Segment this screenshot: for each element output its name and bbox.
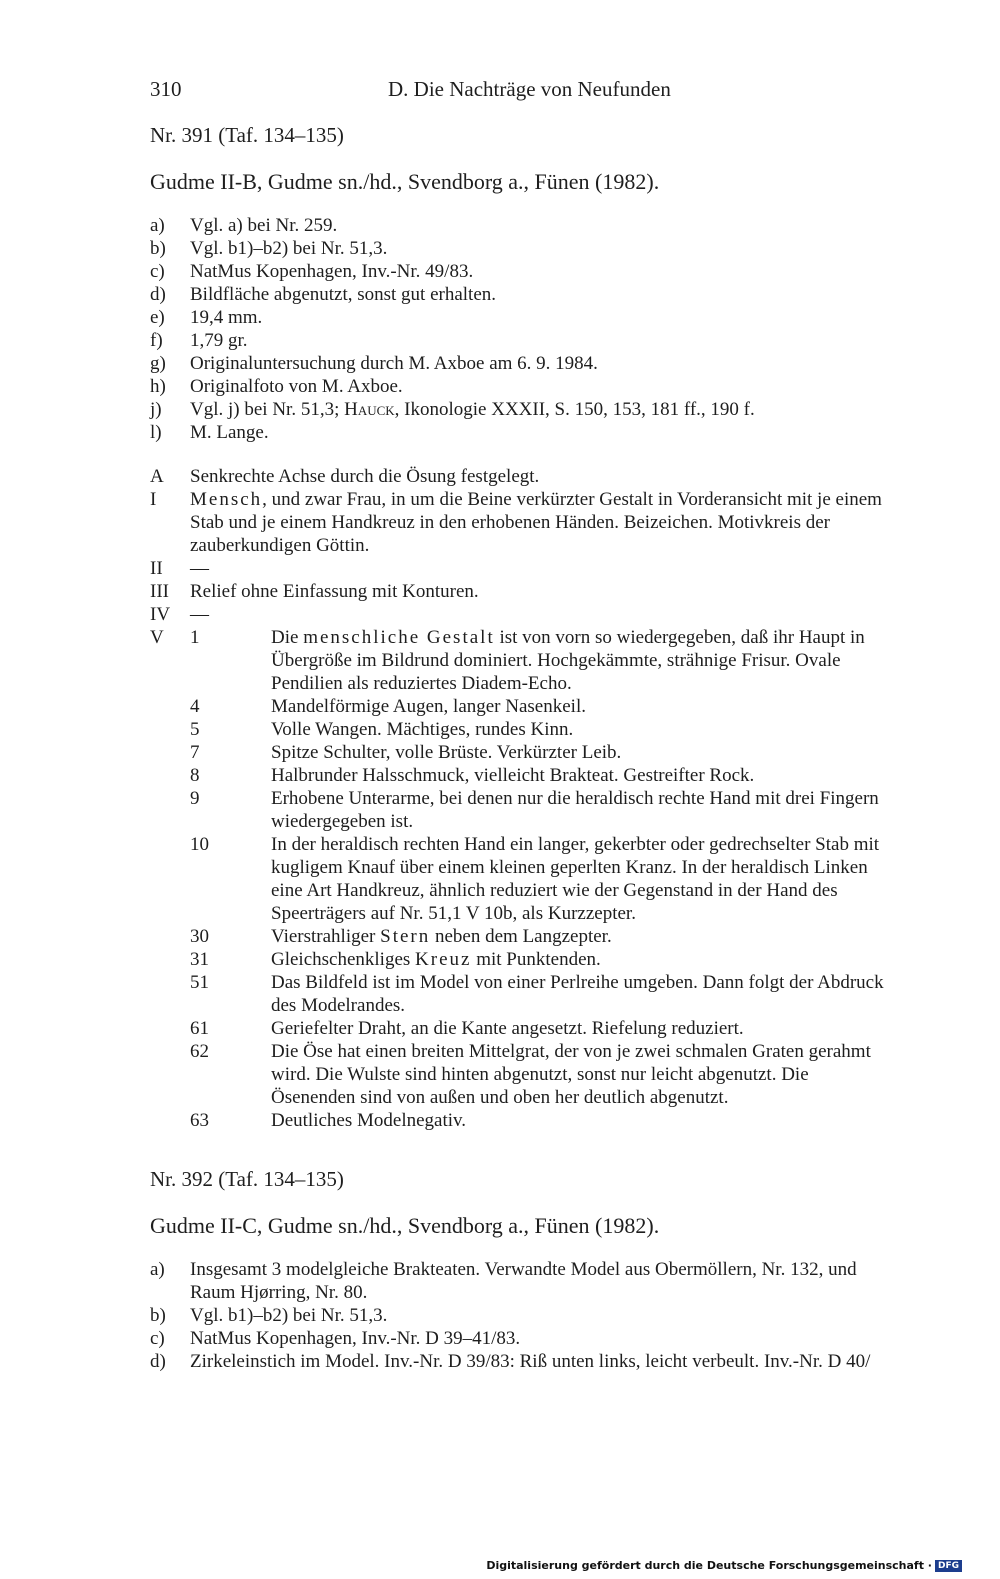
item-key: d) — [150, 284, 166, 305]
spaced-term: Mensch — [190, 489, 263, 510]
item-text — [190, 398, 912, 421]
v-item-number: 10 — [190, 834, 209, 855]
item-text: Originaluntersuchung durch M. Axboe am 6. 9. 1984. — [190, 353, 598, 374]
section-text: zauberkundigen Göttin. — [190, 535, 370, 556]
item-text: Originalfoto von M. Axboe. — [190, 376, 403, 397]
footer-text: Digitalisierung gefördert durch die Deutsche Forschungsgemeinschaft · — [486, 1559, 932, 1572]
item-key: j) — [150, 399, 162, 420]
text-part: Die — [271, 627, 304, 648]
item-text: M. Lange. — [190, 422, 269, 443]
v-item-number: 61 — [190, 1018, 209, 1039]
item-key: a) — [150, 215, 165, 236]
spaced-term: menschliche Gestalt — [303, 627, 495, 648]
item-text: NatMus Kopenhagen, Inv.-Nr. 49/83. — [190, 261, 474, 282]
v-item-text — [271, 948, 913, 971]
v-item-text: wird. Die Wulste sind hinten abgenutzt, sonst nur leicht abgenutzt. Die — [271, 1064, 809, 1085]
v-item-text: eine Art Handkreuz, ähnlich reduziert wie der Gegenstand in der Hand des — [271, 880, 838, 901]
section-key: A — [150, 466, 164, 487]
item-key: b) — [150, 1305, 166, 1326]
v-item-text: Speerträgers auf Nr. 51,1 V 10b, als Kurzzepter. — [271, 903, 636, 924]
section-text — [190, 488, 912, 511]
item-key: f) — [150, 330, 163, 351]
v-item-number: 8 — [190, 765, 200, 786]
v-item-text: kugligem Knauf über einem kleinen geperlten Kranz. In der heraldisch Linken — [271, 857, 868, 878]
v-item-number: 30 — [190, 926, 209, 947]
v-item-text: Ösenenden sind von außen und oben her deutlich abgenutzt. — [271, 1087, 729, 1108]
section-key: I — [150, 489, 157, 510]
item-key: c) — [150, 1328, 165, 1349]
text-part: neben dem Langzepter. — [430, 926, 612, 947]
v-item-number: 9 — [190, 788, 200, 809]
v-item-text: Die Öse hat einen breiten Mittelgrat, der von je zwei schmalen Graten gerahmt — [271, 1041, 871, 1062]
page-number: 310 — [150, 77, 182, 101]
v-item-text: des Modelrandes. — [271, 995, 406, 1016]
v-item-text: Deutliches Modelnegativ. — [271, 1110, 467, 1131]
v-item-text — [271, 626, 913, 649]
v-item-number: 31 — [190, 949, 209, 970]
v-item-text: Das Bildfeld ist im Model von einer Perlreihe umgeben. Dann folgt der Abdruck — [271, 972, 884, 993]
section-key: II — [150, 558, 163, 579]
running-title: D. Die Nachträge von Neufunden — [388, 77, 671, 101]
section-text: Stab und je einem Handkreuz in den erhobenen Händen. Beizeichen. Motivkreis der — [190, 512, 830, 533]
item-key: e) — [150, 307, 165, 328]
item-text: Bildfläche abgenutzt, sonst gut erhalten. — [190, 284, 497, 305]
item-key: c) — [150, 261, 165, 282]
item-text: Vgl. a) bei Nr. 259. — [190, 215, 338, 236]
section-key: III — [150, 581, 169, 602]
item-key: l) — [150, 422, 162, 443]
item-text: Insgesamt 3 modelgleiche Brakteaten. Verwandte Model aus Obermöllern, Nr. 132, und — [190, 1259, 857, 1280]
entry-391-number: Nr. 391 (Taf. 134–135) — [150, 123, 344, 147]
section-text: — — [190, 558, 209, 579]
v-item-text: Pendilien als reduziertes Diadem-Echo. — [271, 673, 572, 694]
item-text-part: Vgl. j) bei Nr. 51,3; — [190, 399, 345, 420]
item-key: b) — [150, 238, 166, 259]
item-text: Zirkeleinstich im Model. Inv.-Nr. D 39/83: Riß unten links, leicht verbeult. Inv.-Nr. D 40/ — [190, 1351, 871, 1372]
item-text: NatMus Kopenhagen, Inv.-Nr. D 39–41/83. — [190, 1328, 521, 1349]
text-part: mit Punktenden. — [471, 949, 601, 970]
v-item-number: 4 — [190, 696, 200, 717]
author-name: Hauck — [344, 399, 395, 420]
dfg-logo: DFG — [935, 1560, 962, 1572]
v-item-number: 62 — [190, 1041, 209, 1062]
section-text: Senkrechte Achse durch die Ösung festgelegt. — [190, 466, 540, 487]
section-key: IV — [150, 604, 171, 625]
item-text: 19,4 mm. — [190, 307, 263, 328]
v-item-text: Halbrunder Halsschmuck, vielleicht Brakteat. Gestreifter Rock. — [271, 765, 755, 786]
section-text: — — [190, 604, 209, 625]
text-part: Gleichschenkliges — [271, 949, 416, 970]
v-item-number: 5 — [190, 719, 200, 740]
v-item-text: Geriefelter Draht, an die Kante angesetzt. Riefelung reduziert. — [271, 1018, 744, 1039]
v-item-text — [271, 925, 913, 948]
section-text: Relief ohne Einfassung mit Konturen. — [190, 581, 479, 602]
spaced-term: Stern — [380, 926, 431, 947]
item-key: g) — [150, 353, 166, 374]
item-text: 1,79 gr. — [190, 330, 248, 351]
entry-392-title: Gudme II-C, Gudme sn./hd., Svendborg a., Fünen (1982). — [150, 1213, 660, 1238]
text-part: , und zwar Frau, in um die Beine verkürzter Gestalt in Vorderansicht mit je einem — [262, 489, 882, 510]
entry-392-number: Nr. 392 (Taf. 134–135) — [150, 1167, 344, 1191]
section-key: V — [150, 627, 164, 648]
digitization-footer — [486, 1559, 962, 1572]
v-item-text: Spitze Schulter, volle Brüste. Verkürzter Leib. — [271, 742, 622, 763]
spaced-term: Kreuz — [415, 949, 472, 970]
v-item-text: In der heraldisch rechten Hand ein langer, gekerbter oder gedrechselter Stab mit — [271, 834, 880, 855]
v-item-number: 51 — [190, 972, 209, 993]
v-item-text: Übergröße im Bildrund dominiert. Hochgekämmte, strähnige Frisur. Ovale — [271, 650, 841, 671]
v-item-text: Erhobene Unterarme, bei denen nur die heraldisch rechte Hand mit drei Fingern — [271, 788, 879, 809]
text-part: ist von vorn so wiedergegeben, daß ihr Haupt in — [494, 627, 865, 648]
v-item-number: 7 — [190, 742, 200, 763]
item-text-part: , Ikonologie XXXII, S. 150, 153, 181 ff., 190 f. — [394, 399, 755, 420]
v-item-number: 63 — [190, 1110, 209, 1131]
item-text: Vgl. b1)–b2) bei Nr. 51,3. — [190, 238, 388, 259]
item-text: Raum Hjørring, Nr. 80. — [190, 1282, 368, 1303]
item-key: d) — [150, 1351, 166, 1372]
item-text: Vgl. b1)–b2) bei Nr. 51,3. — [190, 1305, 388, 1326]
v-item-text: Mandelförmige Augen, langer Nasenkeil. — [271, 696, 586, 717]
v-item-text: Volle Wangen. Mächtiges, rundes Kinn. — [271, 719, 574, 740]
v-item-text: wiedergegeben ist. — [271, 811, 414, 832]
item-key: h) — [150, 376, 166, 397]
v-item-number: 1 — [190, 627, 200, 648]
item-key: a) — [150, 1259, 165, 1280]
text-part: Vierstrahliger — [271, 926, 381, 947]
entry-391-title: Gudme II-B, Gudme sn./hd., Svendborg a., Fünen (1982). — [150, 169, 660, 194]
